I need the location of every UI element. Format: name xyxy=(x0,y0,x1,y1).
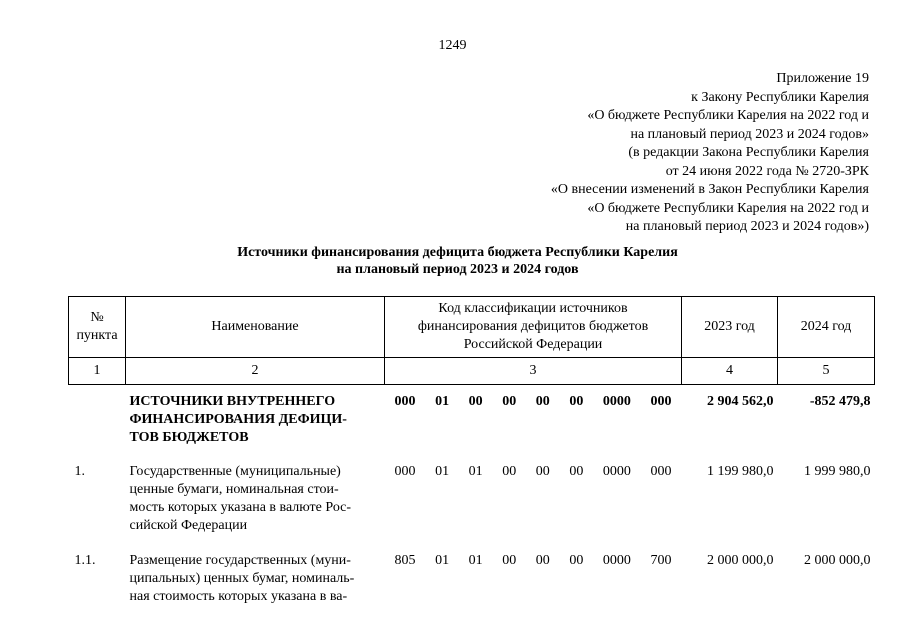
value-2024: 1 999 980,0 xyxy=(804,464,871,479)
code-segment: 01 xyxy=(468,464,483,479)
row-name-line: Государственные (муниципальные) xyxy=(129,464,341,479)
code-segment: 00 xyxy=(569,394,584,409)
value-2024: 2 000 000,0 xyxy=(804,553,871,568)
row-number: 1.1. xyxy=(74,553,96,568)
code-segment: 000 xyxy=(394,394,416,409)
code-segment: 805 xyxy=(394,553,416,568)
title-line: Источники финансирования дефицита бюджета Республики Карелия xyxy=(237,245,678,260)
value-2024: -852 479,8 xyxy=(809,394,871,409)
code-segment: 01 xyxy=(435,464,450,479)
code-segment: 00 xyxy=(502,464,517,479)
financing-sources-table xyxy=(68,296,875,606)
row-name-line: сийской Федерации xyxy=(129,518,248,533)
appendix-note xyxy=(551,70,869,237)
code-segment: 00 xyxy=(535,464,550,479)
appendix-line: Приложение 19 xyxy=(776,71,869,86)
row-name-line: ФИНАНСИРОВАНИЯ ДЕФИЦИ- xyxy=(129,412,347,427)
table-header-row xyxy=(69,297,875,358)
column-index: 1 xyxy=(69,358,126,385)
code-segment: 00 xyxy=(535,394,550,409)
row-name-line: Размещение государственных (муни- xyxy=(129,553,351,568)
code-segment: 01 xyxy=(435,394,450,409)
page-number: 1249 xyxy=(438,38,467,53)
header-classification-code xyxy=(385,297,682,358)
document-title xyxy=(0,244,905,278)
header-year-2024: 2024 год xyxy=(778,297,875,358)
code-segment: 000 xyxy=(394,464,416,479)
code-segment: 000 xyxy=(650,464,672,479)
header-item-number xyxy=(69,297,126,358)
code-segment: 01 xyxy=(468,553,483,568)
header-number-line: № xyxy=(90,310,104,325)
code-segment: 0000 xyxy=(602,464,631,479)
row-name-line: ная стоимость которых указана в ва- xyxy=(129,589,348,604)
table-row xyxy=(69,393,875,447)
header-name: Наименование xyxy=(126,297,385,358)
appendix-line: на плановый период 2023 и 2024 годов») xyxy=(625,219,869,234)
code-segment: 0000 xyxy=(602,553,631,568)
column-index-row xyxy=(69,358,875,385)
column-index: 5 xyxy=(778,358,875,385)
appendix-line: (в редакции Закона Республики Карелия xyxy=(628,145,869,160)
row-name-line: ценные бумаги, номинальная стои- xyxy=(129,482,339,497)
appendix-line: «О внесении изменений в Закон Республики Карелия xyxy=(550,182,869,197)
code-segment: 00 xyxy=(468,394,483,409)
header-number-line: пункта xyxy=(76,328,118,343)
code-segment: 00 xyxy=(535,553,550,568)
row-name-line: ИСТОЧНИКИ ВНУТРЕННЕГО xyxy=(129,394,336,409)
value-2023: 2 904 562,0 xyxy=(707,394,774,409)
appendix-line: к Закону Республики Карелия xyxy=(691,89,869,105)
code-segment: 00 xyxy=(569,553,584,568)
column-index: 4 xyxy=(682,358,778,385)
column-index: 2 xyxy=(126,358,385,385)
column-index: 3 xyxy=(385,358,682,385)
appendix-line: от 24 июня 2022 года № 2720-ЗРК xyxy=(665,163,869,179)
code-segment: 00 xyxy=(502,553,517,568)
code-segment: 01 xyxy=(435,553,450,568)
row-name xyxy=(126,463,385,535)
row-name-line: ципальных) ценных бумаг, номиналь- xyxy=(129,571,355,586)
row-code xyxy=(385,393,682,447)
row-code xyxy=(385,463,682,535)
table-row xyxy=(69,552,875,606)
title-line: на плановый период 2023 и 2024 годов xyxy=(336,262,579,277)
code-segment: 000 xyxy=(650,394,672,409)
appendix-line: на плановый период 2023 и 2024 годов» xyxy=(630,126,869,142)
row-number: 1. xyxy=(74,464,85,479)
appendix-line: «О бюджете Республики Карелия на 2022 год и xyxy=(587,108,869,123)
header-code-line: Код классификации источников xyxy=(438,301,628,316)
row-name xyxy=(126,552,385,606)
row-code xyxy=(385,552,682,606)
row-name-line: мость которых указана в валюте Рос- xyxy=(129,500,352,515)
appendix-line: «О бюджете Республики Карелия на 2022 год и xyxy=(587,200,869,216)
header-year-2023: 2023 год xyxy=(682,297,778,358)
code-segment: 0000 xyxy=(602,394,631,409)
value-2023: 2 000 000,0 xyxy=(707,553,774,568)
table-row xyxy=(69,463,875,535)
row-name-line: ТОВ БЮДЖЕТОВ xyxy=(129,430,249,445)
value-2023: 1 199 980,0 xyxy=(707,464,774,479)
header-code-line: Российской Федерации xyxy=(463,337,603,352)
code-segment: 00 xyxy=(502,394,517,409)
row-number xyxy=(69,393,126,447)
code-segment: 00 xyxy=(569,464,584,479)
row-name xyxy=(126,393,385,447)
code-segment: 700 xyxy=(650,553,672,568)
header-code-line: финансирования дефицитов бюджетов xyxy=(417,319,649,334)
